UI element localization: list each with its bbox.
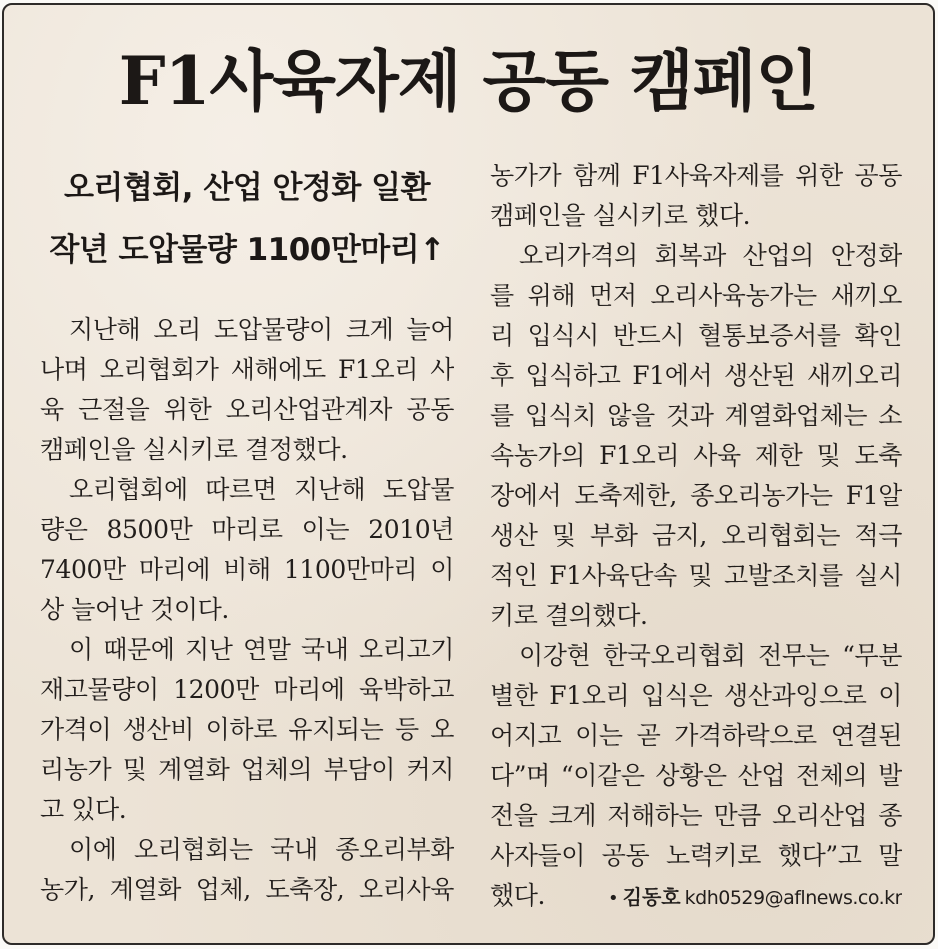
text-line: 이 때문에 지난 연말 국내 오리고기 [69, 635, 454, 664]
text-line: 적인 F1사육단속 및 고발조치를 실시 [490, 561, 902, 590]
byline-bullet: • [608, 888, 619, 909]
text-line: 장에서 도축제한, 종오리농가는 F1알 [490, 481, 902, 510]
text-line: 속농가의 F1오리 사육 제한 및 도축 [490, 441, 902, 470]
paragraph [40, 830, 454, 910]
closing-line-with-byline [490, 876, 902, 916]
text-line: 사자들이 공동 노력키로 했다”고 말 [490, 841, 902, 870]
text-line: 후 입식하고 F1에서 생산된 새끼오리 [490, 361, 902, 390]
text-line: 캠페인을 실시키로 했다. [490, 201, 751, 230]
text-line: 를 입식치 않을 것과 계열화업체는 소 [490, 401, 902, 430]
text-line: 육 근절을 위한 오리산업관계자 공동 [40, 395, 454, 424]
article-clipping [2, 3, 935, 945]
text-line: 리농가 및 계열화 업체의 부담이 커지 [40, 755, 454, 784]
text-line: 전을 크게 저해하는 만큼 오리산업 종 [490, 801, 902, 830]
paragraph [490, 636, 902, 916]
text-line: 다”며 “이같은 상황은 산업 전체의 발 [490, 761, 902, 790]
byline [608, 876, 902, 916]
text-line: 리 입식시 반드시 혈통보증서를 확인 [490, 321, 902, 350]
text-line: 지난해 오리 도압물량이 크게 늘어 [69, 315, 454, 344]
subheadline-1: 오리협회, 산업 안정화 일환 [63, 170, 431, 206]
text-line: 캠페인을 실시키로 결정했다. [40, 435, 348, 464]
text-line: 상 늘어난 것이다. [40, 595, 229, 624]
text-line: 오리협회에 따르면 지난해 도압물 [69, 475, 454, 504]
byline-email: kdh0529@aflnews.co.kr [684, 887, 902, 909]
text-line: 량은 8500만 마리로 이는 2010년 [40, 515, 454, 544]
subheadline-2: 작년 도압물량 1100만마리↑ [49, 232, 445, 268]
text-line: 가격이 생산비 이하로 유지되는 등 오 [40, 715, 454, 744]
paragraph [40, 310, 454, 470]
text-line: 재고물량이 1200만 마리에 육박하고 [40, 675, 454, 704]
paragraph-continued [490, 156, 902, 236]
left-column [40, 310, 454, 910]
paragraph [490, 236, 902, 636]
text-line: 별한 F1오리 입식은 생산과잉으로 이 [490, 681, 902, 710]
text-line: 를 위해 먼저 오리사육농가는 새끼오 [490, 281, 902, 310]
headline: F1사육자제 공동 캠페인 [118, 42, 819, 120]
text-line: 키로 결의했다. [490, 601, 648, 630]
text-line: 생산 및 부화 금지, 오리협회는 적극 [490, 521, 902, 550]
text-line: 농가가 함께 F1사육자제를 위한 공동 [490, 161, 902, 190]
text-line: 나며 오리협회가 새해에도 F1오리 사 [40, 355, 454, 384]
text-line: 했다. [490, 881, 546, 910]
byline-author: 김동호 [622, 885, 681, 909]
right-column [490, 156, 902, 916]
paragraph [40, 470, 454, 630]
text-line: 어지고 이는 곧 가격하락으로 연결된 [490, 721, 902, 750]
text-line: 농가, 계열화 업체, 도축장, 오리사육 [40, 875, 454, 904]
text-line: 7400만 마리에 비해 1100만마리 이 [40, 555, 454, 584]
text-line: 이강현 한국오리협회 전무는 “무분 [519, 641, 902, 670]
text-line: 이에 오리협회는 국내 종오리부화 [69, 835, 454, 864]
paragraph [40, 630, 454, 830]
text-line: 오리가격의 회복과 산업의 안정화 [519, 241, 902, 270]
text-line: 고 있다. [40, 795, 127, 824]
